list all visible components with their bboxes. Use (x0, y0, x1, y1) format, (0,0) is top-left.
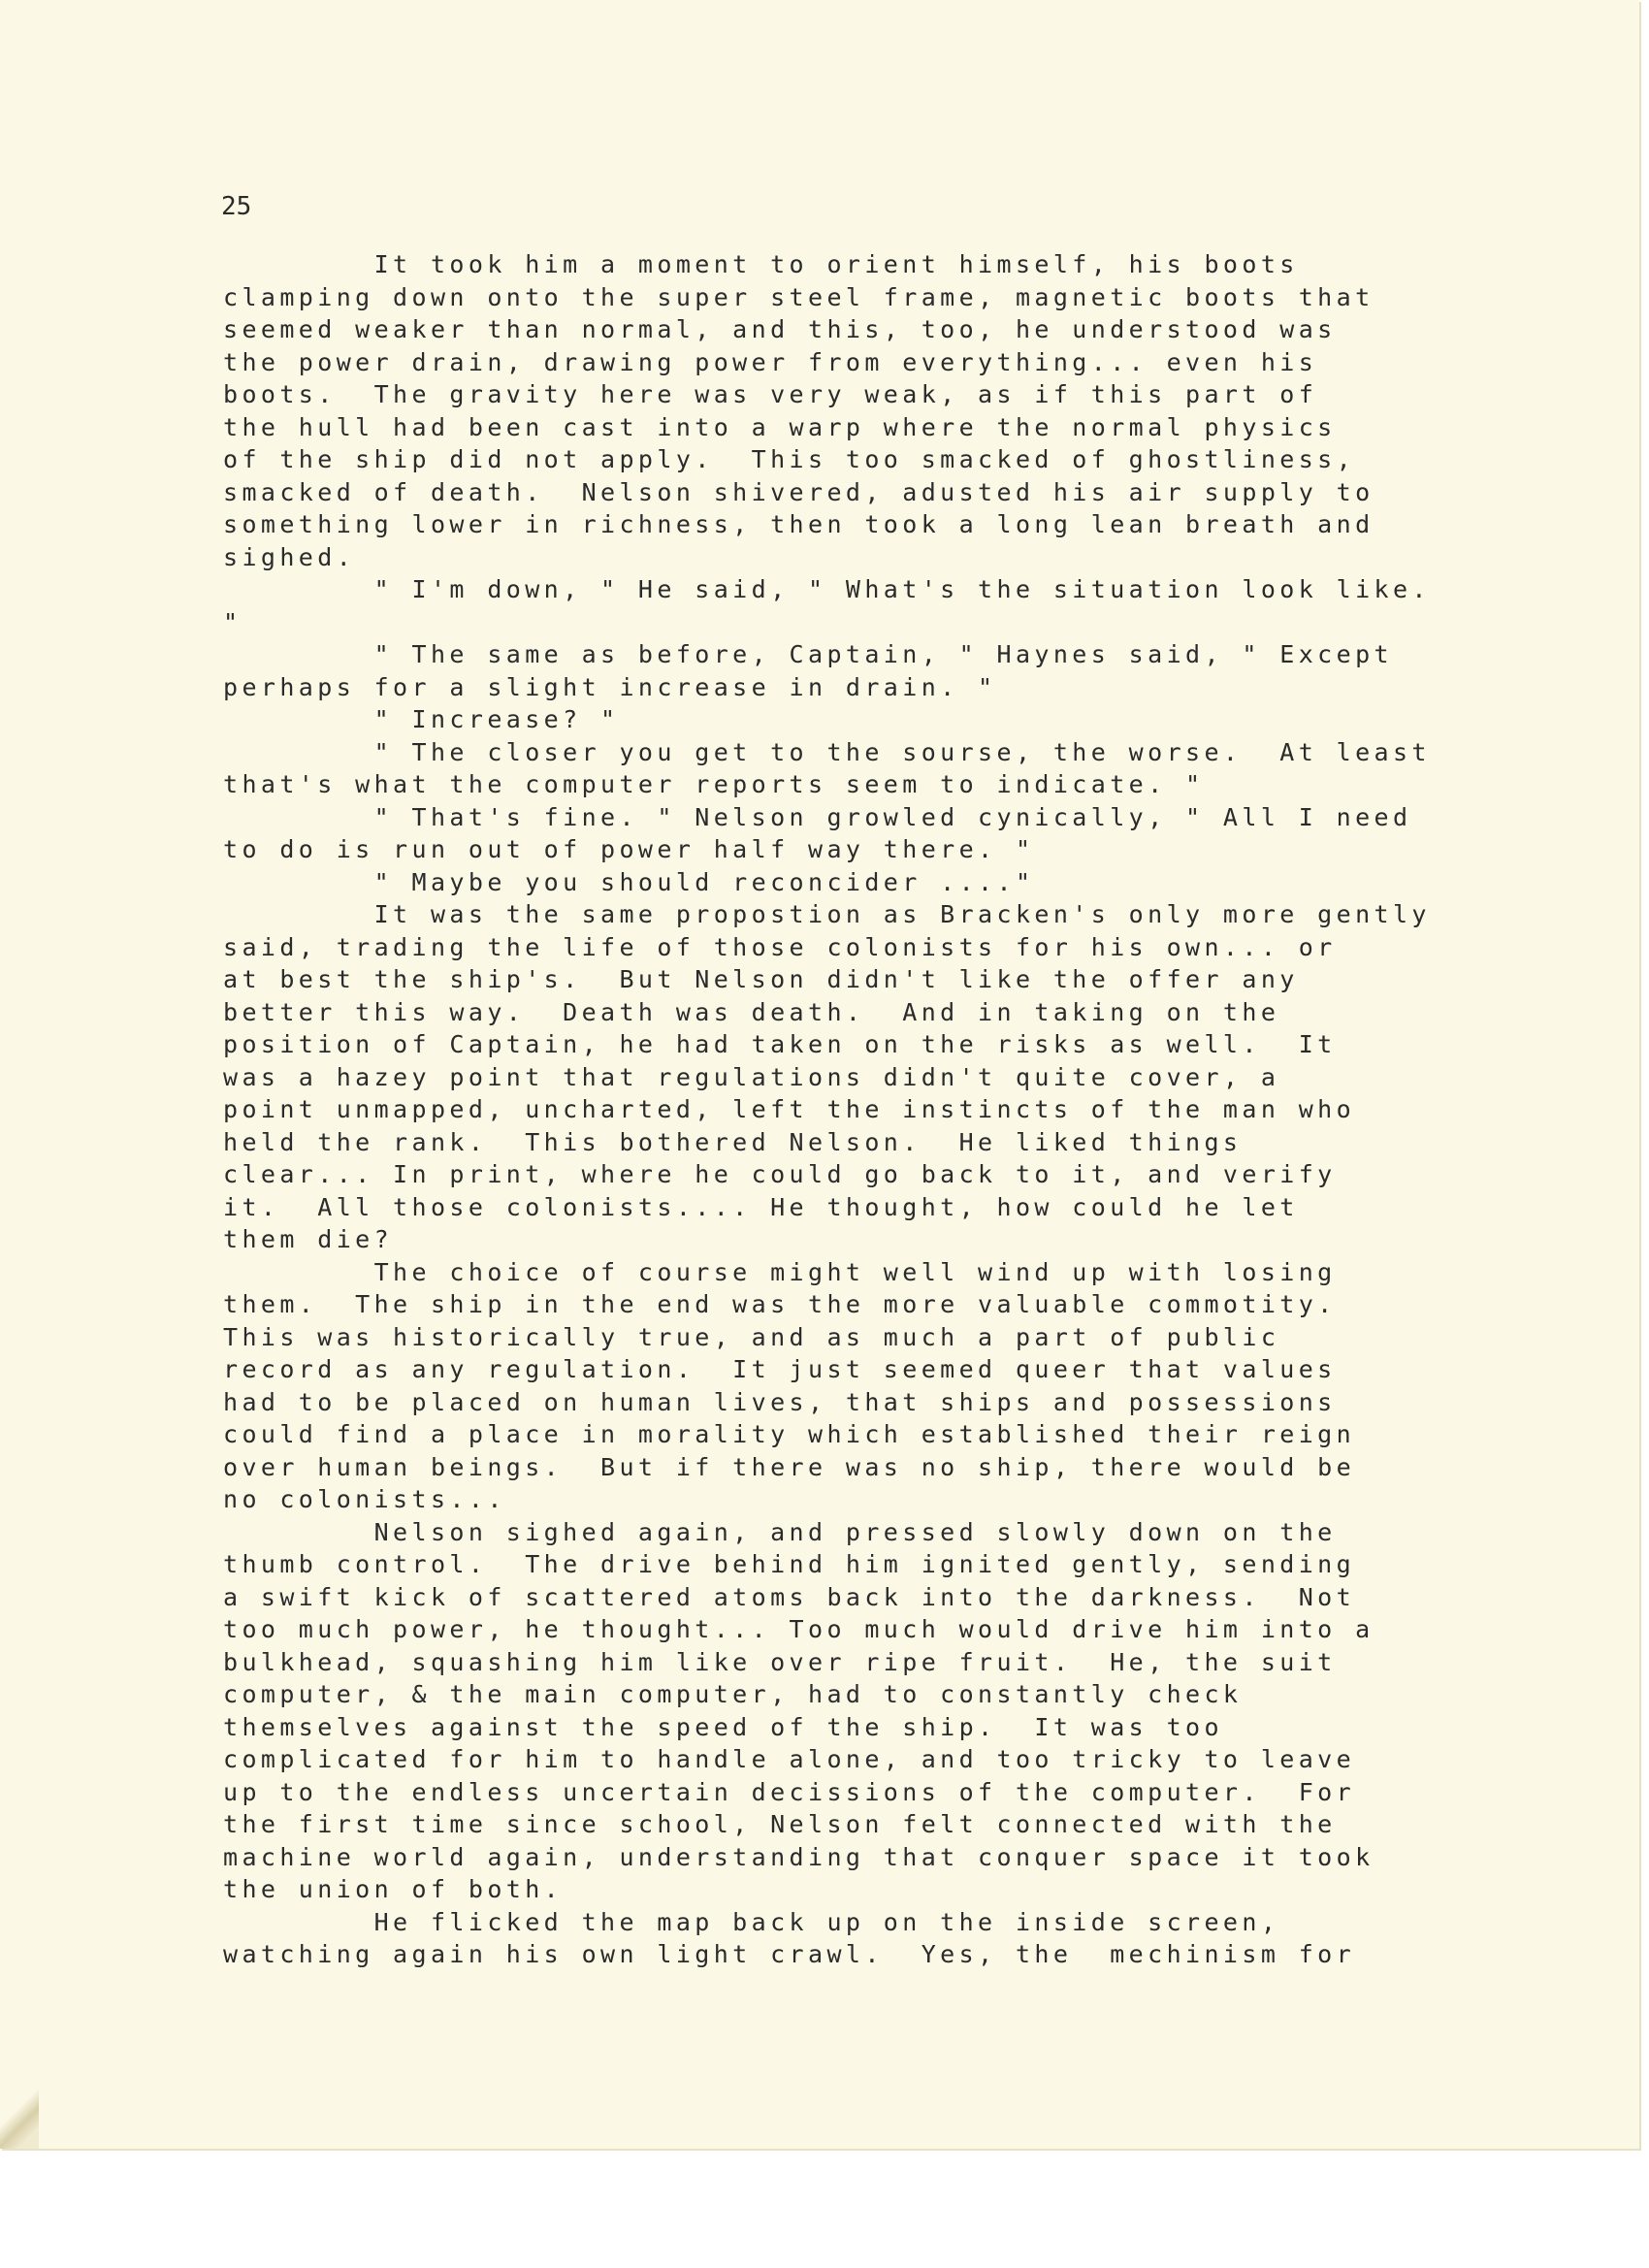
text-line: that's what the computer reports seem to indicate. " (223, 770, 1205, 798)
text-line: the hull had been cast into a warp where the normal physics (223, 412, 1337, 441)
text-line: it. All those colonists.... He thought, how could he let (223, 1192, 1299, 1221)
text-line: " I'm down, " He said, " What's the situation look like. (223, 575, 1431, 603)
page-number: 25 (221, 192, 252, 221)
text-line: He flicked the map back up on the inside screen, (223, 1907, 1280, 1936)
text-line: them. The ship in the end was the more valuable commotity. (223, 1290, 1337, 1318)
text-line: " That's fine. " Nelson growled cynically, " All I need (223, 802, 1412, 831)
text-line: seemed weaker than normal, and this, too, he understood was (223, 315, 1337, 343)
text-line: thumb control. The drive behind him ignited gently, sending (223, 1550, 1356, 1578)
text-line: boots. The gravity here was very weak, as if this part of (223, 380, 1318, 408)
text-line: " Increase? " (223, 705, 620, 733)
text-line: of the ship did not apply. This too smacked of ghostliness, (223, 445, 1356, 473)
typed-text-body (223, 248, 1445, 1971)
text-line: perhaps for a slight increase in drain. " (223, 672, 997, 701)
text-line: point unmapped, uncharted, left the instincts of the man who (223, 1095, 1356, 1123)
text-line: better this way. Death was death. And in taking on the (223, 997, 1280, 1026)
text-line: held the rank. This bothered Nelson. He liked things (223, 1127, 1243, 1156)
text-line: had to be placed on human lives, that ships and possessions (223, 1387, 1337, 1416)
text-line: was a hazey point that regulations didn't quite cover, a (223, 1062, 1280, 1091)
text-line: no colonists... (223, 1485, 506, 1513)
folded-corner (0, 2086, 39, 2149)
text-line: the union of both. (223, 1875, 564, 1903)
text-line: position of Captain, he had taken on the risks as well. It (223, 1030, 1337, 1058)
text-line: This was historically true, and as much a part of public (223, 1322, 1280, 1351)
text-line: It was the same propostion as Bracken's only more gently (223, 900, 1431, 928)
text-line: up to the endless uncertain decissions of the computer. For (223, 1777, 1356, 1806)
text-line: The choice of course might well wind up with losing (223, 1257, 1337, 1286)
text-line: " Maybe you should reconcider ...." (223, 867, 1035, 896)
text-line: computer, & the main computer, had to constantly check (223, 1680, 1243, 1708)
text-line: clamping down onto the super steel frame, magnetic boots that (223, 282, 1374, 311)
text-line: the power drain, drawing power from everything... even his (223, 347, 1318, 376)
text-line: something lower in richness, then took a long lean breath and (223, 510, 1374, 538)
text-line: a swift kick of scattered atoms back into the darkness. Not (223, 1582, 1356, 1611)
text-line: themselves against the speed of the ship. It was too (223, 1712, 1223, 1741)
text-line: could find a place in morality which established their reign (223, 1420, 1356, 1448)
text-line: " (223, 607, 242, 636)
text-line: said, trading the life of those colonists for his own... or (223, 932, 1337, 961)
text-line: sighed. (223, 542, 356, 571)
text-line: the first time since school, Nelson felt connected with the (223, 1810, 1337, 1838)
text-line: watching again his own light crawl. Yes, the mechinism for (223, 1940, 1356, 1968)
text-line: too much power, he thought... Too much would drive him into a (223, 1615, 1374, 1643)
text-line: It took him a moment to orient himself, his boots (223, 250, 1299, 278)
text-line: machine world again, understanding that conquer space it took (223, 1842, 1374, 1871)
text-line: " The closer you get to the sourse, the worse. At least (223, 737, 1431, 766)
text-line: bulkhead, squashing him like over ripe fruit. He, the suit (223, 1647, 1337, 1676)
text-line: to do is run out of power half way there. " (223, 835, 1035, 863)
text-line: smacked of death. Nelson shivered, adusted his air supply to (223, 477, 1374, 506)
text-line: over human beings. But if there was no ship, there would be (223, 1452, 1356, 1481)
text-line: clear... In print, where he could go back to it, and verify (223, 1160, 1337, 1188)
text-line: Nelson sighed again, and pressed slowly down on the (223, 1517, 1337, 1546)
text-line: record as any regulation. It just seemed queer that values (223, 1355, 1337, 1383)
text-line: " The same as before, Captain, " Haynes said, " Except (223, 640, 1393, 668)
text-line: complicated for him to handle alone, and too tricky to leave (223, 1745, 1356, 1773)
text-line: them die? (223, 1225, 394, 1253)
text-line: at best the ship's. But Nelson didn't like the offer any (223, 965, 1299, 993)
